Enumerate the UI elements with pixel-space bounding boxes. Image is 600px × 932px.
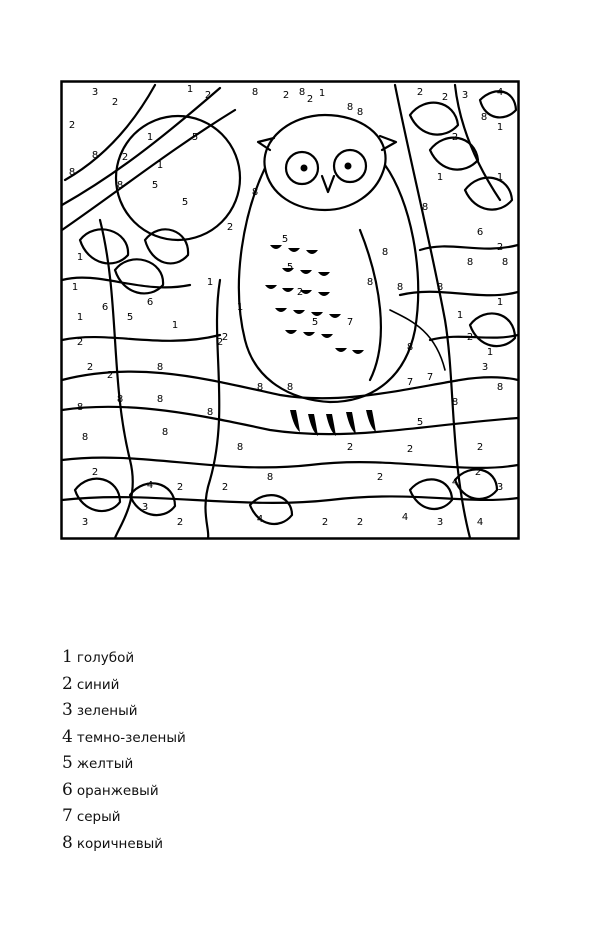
svg-text:4: 4 xyxy=(496,87,504,98)
legend-number: 7 xyxy=(62,806,73,826)
legend-item xyxy=(62,830,186,857)
svg-text:1: 1 xyxy=(76,312,84,323)
legend-color-name: оранжевый xyxy=(76,782,159,799)
svg-text:2: 2 xyxy=(68,120,76,131)
svg-text:1: 1 xyxy=(171,320,179,331)
svg-text:2: 2 xyxy=(466,332,474,343)
legend-number: 8 xyxy=(62,832,73,853)
svg-text:2: 2 xyxy=(176,517,184,528)
svg-text:5: 5 xyxy=(311,317,319,328)
coloring-picture xyxy=(60,80,520,540)
svg-text:8: 8 xyxy=(451,397,459,408)
legend-number: 4 xyxy=(62,726,73,747)
svg-text:1: 1 xyxy=(496,172,504,183)
legend-item xyxy=(62,671,186,698)
legend-item xyxy=(62,697,186,724)
svg-text:2: 2 xyxy=(416,87,424,98)
legend-number: 2 xyxy=(62,673,73,694)
svg-text:8: 8 xyxy=(68,167,76,178)
svg-text:8: 8 xyxy=(256,382,264,393)
svg-text:8: 8 xyxy=(346,102,354,113)
svg-text:1: 1 xyxy=(146,132,154,143)
svg-text:5: 5 xyxy=(181,197,189,208)
svg-text:1: 1 xyxy=(236,302,244,313)
legend-color-name: серый xyxy=(76,809,121,825)
svg-text:2: 2 xyxy=(76,337,84,348)
svg-text:1: 1 xyxy=(318,88,326,99)
svg-text:8: 8 xyxy=(161,427,169,438)
svg-text:2: 2 xyxy=(321,517,329,528)
svg-text:5: 5 xyxy=(286,262,294,273)
svg-text:8: 8 xyxy=(496,382,504,393)
svg-text:2: 2 xyxy=(176,482,184,493)
svg-text:8: 8 xyxy=(396,282,404,293)
svg-text:1: 1 xyxy=(436,172,444,183)
svg-text:8: 8 xyxy=(356,107,364,118)
legend-color-name: коричневый xyxy=(76,835,164,852)
legend-color-name: голубой xyxy=(76,650,135,666)
svg-text:5: 5 xyxy=(416,417,424,428)
svg-text:3: 3 xyxy=(91,87,99,98)
svg-text:1: 1 xyxy=(456,310,464,321)
legend-color-name: темно-зеленый xyxy=(76,729,186,746)
svg-text:8: 8 xyxy=(236,442,244,453)
svg-text:8: 8 xyxy=(156,394,164,405)
svg-text:2: 2 xyxy=(282,90,290,101)
svg-text:5: 5 xyxy=(151,180,159,191)
svg-text:8: 8 xyxy=(421,202,429,213)
svg-text:8: 8 xyxy=(116,394,124,405)
legend-color-name: зеленый xyxy=(76,703,138,719)
svg-text:2: 2 xyxy=(296,287,304,298)
svg-text:4: 4 xyxy=(256,514,264,525)
svg-text:8: 8 xyxy=(266,472,274,483)
svg-text:1: 1 xyxy=(206,277,214,288)
owl-pupil-shape xyxy=(301,165,308,172)
svg-text:1: 1 xyxy=(186,84,194,95)
svg-text:8: 8 xyxy=(81,432,89,443)
legend-number: 5 xyxy=(62,753,73,773)
svg-text:5: 5 xyxy=(191,132,199,143)
svg-text:8: 8 xyxy=(480,112,488,123)
svg-text:6: 6 xyxy=(476,227,484,238)
svg-text:5: 5 xyxy=(126,312,134,323)
svg-text:8: 8 xyxy=(251,187,259,198)
svg-text:8: 8 xyxy=(501,257,509,268)
svg-text:2: 2 xyxy=(451,132,459,143)
legend-item xyxy=(62,724,186,751)
svg-text:6: 6 xyxy=(101,302,109,313)
svg-text:2: 2 xyxy=(106,370,114,381)
legend-number: 3 xyxy=(62,700,73,720)
svg-text:8: 8 xyxy=(116,180,124,191)
picture-frame xyxy=(62,82,519,539)
svg-text:4: 4 xyxy=(146,480,154,491)
legend-color-name: синий xyxy=(76,676,120,693)
owl-pupil-shape xyxy=(345,163,352,170)
svg-text:2: 2 xyxy=(376,472,384,483)
svg-text:2: 2 xyxy=(496,242,504,253)
svg-text:5: 5 xyxy=(281,234,289,245)
svg-text:2: 2 xyxy=(221,482,229,493)
svg-text:8: 8 xyxy=(436,282,444,293)
svg-text:2: 2 xyxy=(356,517,364,528)
svg-text:8: 8 xyxy=(366,277,374,288)
svg-text:2: 2 xyxy=(226,222,234,233)
legend-item xyxy=(62,644,186,671)
svg-text:8: 8 xyxy=(251,87,259,98)
svg-text:8: 8 xyxy=(286,382,294,393)
svg-text:2: 2 xyxy=(441,92,449,103)
legend-number: 6 xyxy=(62,779,73,800)
svg-text:6: 6 xyxy=(146,297,154,308)
svg-text:4: 4 xyxy=(476,517,484,528)
svg-text:1: 1 xyxy=(496,297,504,308)
legend-item xyxy=(62,750,186,777)
svg-text:8: 8 xyxy=(466,257,474,268)
svg-text:2: 2 xyxy=(221,332,229,343)
svg-text:3: 3 xyxy=(481,362,489,373)
svg-text:2: 2 xyxy=(86,362,94,373)
svg-text:2: 2 xyxy=(216,337,224,348)
svg-text:2: 2 xyxy=(476,442,484,453)
svg-text:8: 8 xyxy=(381,247,389,258)
legend-item xyxy=(62,777,186,804)
color-legend xyxy=(62,644,186,856)
svg-text:2: 2 xyxy=(111,97,119,108)
svg-text:2: 2 xyxy=(346,442,354,453)
legend-color-name: желтый xyxy=(76,756,134,772)
svg-text:2: 2 xyxy=(306,94,314,105)
svg-text:1: 1 xyxy=(156,160,164,171)
svg-text:8: 8 xyxy=(156,362,164,373)
svg-text:8: 8 xyxy=(76,402,84,413)
svg-text:1: 1 xyxy=(71,282,79,293)
svg-text:8: 8 xyxy=(298,87,306,98)
svg-text:1: 1 xyxy=(76,252,84,263)
legend-number: 1 xyxy=(62,647,73,667)
svg-text:3: 3 xyxy=(496,482,504,493)
svg-text:4: 4 xyxy=(401,512,409,523)
legend-item xyxy=(62,803,186,830)
svg-text:2: 2 xyxy=(91,467,99,478)
svg-text:2: 2 xyxy=(474,467,482,478)
svg-text:2: 2 xyxy=(204,90,212,101)
svg-text:3: 3 xyxy=(81,517,89,528)
svg-text:3: 3 xyxy=(436,517,444,528)
svg-text:7: 7 xyxy=(426,372,434,383)
svg-text:7: 7 xyxy=(346,317,354,328)
svg-text:2: 2 xyxy=(121,152,129,163)
svg-text:1: 1 xyxy=(496,122,504,133)
svg-text:4: 4 xyxy=(451,477,459,488)
svg-text:8: 8 xyxy=(91,150,99,161)
svg-text:7: 7 xyxy=(406,377,414,388)
svg-text:2: 2 xyxy=(406,444,414,455)
svg-text:8: 8 xyxy=(406,342,414,353)
svg-text:1: 1 xyxy=(486,347,494,358)
svg-text:3: 3 xyxy=(461,90,469,101)
svg-text:3: 3 xyxy=(141,502,149,513)
svg-text:8: 8 xyxy=(206,407,214,418)
